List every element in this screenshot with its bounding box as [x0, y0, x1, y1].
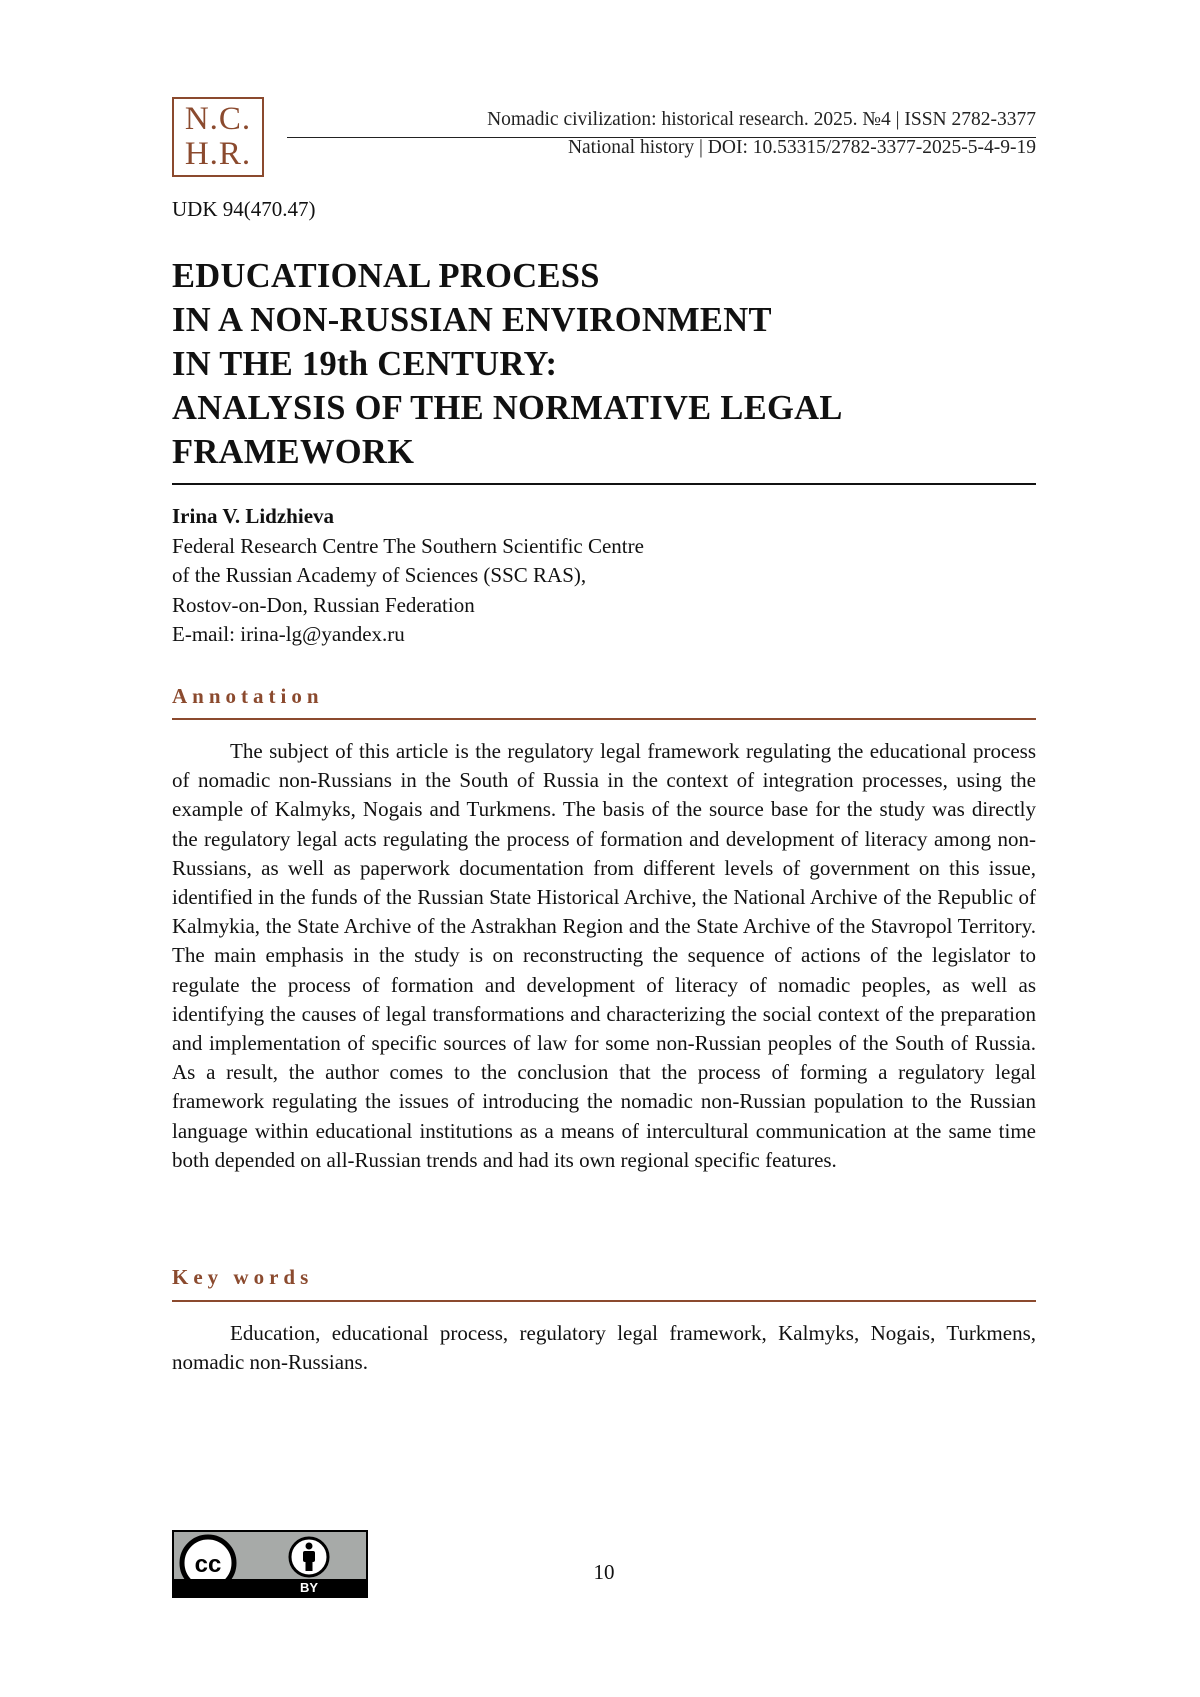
journal-logo — [172, 97, 264, 177]
section-doi-info: National history | DOI: 10.53315/2782-3377-2025-5-4-9-19 — [567, 137, 1036, 158]
cc-by-license-badge[interactable] — [172, 1530, 368, 1598]
title-line: IN THE 19th CENTURY: — [172, 345, 558, 383]
running-header — [487, 106, 1036, 162]
annotation-heading: Annotation — [172, 684, 324, 708]
badge-label-bar — [174, 1579, 366, 1596]
logo-line-1: N.C. — [184, 101, 252, 137]
journal-info: Nomadic civilization: historical research. 2025. №4 | ISSN 2782-3377 — [487, 109, 1036, 130]
article-title — [172, 254, 1036, 474]
author-affiliation: Federal Research Centre The Southern Scientific Centre — [172, 533, 644, 558]
author-location: Rostov-on-Don, Russian Federation — [172, 592, 475, 617]
title-line: ANALYSIS OF THE NORMATIVE LEGAL — [172, 389, 843, 427]
udk-code: UDK 94(470.47) — [172, 197, 316, 221]
license-by-label: BY — [299, 1580, 319, 1595]
keywords-heading: Key words — [172, 1265, 314, 1289]
logo-line-2: H.R. — [184, 136, 252, 172]
annotation-text: The subject of this article is the regulatory legal framework regulating the educational process of nomadic non-Russians in the South of Russia in the context of integration processes, using the example of Kalmyks, Nogais and Turkmens. The basis of the source base for the study was directly the regulatory legal acts regulating the process of formation and development of literacy among non-Russians, as well as paperwork documentation from different levels of government on this issue, identified in the funds of the Russian State Historical Archive, the National Archive of the Republic of Kalmykia, the State Archive of the Astrakhan Region and the State Archive of the Stavropol Territory. The main emphasis in the study is on reconstructing the sequence of actions of the legislator to regulate the process of formation and development of literacy of nomadic peoples, as well as identifying the causes of legal transformations and characterizing the social context of the preparation and implementation of specific sources of law for some non-Russian peoples of the South of Russia. As a result, the author comes to the conclusion that the process of forming a regulatory legal framework regulating the issues of introducing the nomadic non-Russian population to the Russian language within educational institutions as a means of intercultural communication at the same time both depended on all-Russian trends and had its own regional specific features. — [172, 739, 1036, 1172]
header-divider — [287, 137, 1036, 138]
title-line: FRAMEWORK — [172, 433, 415, 471]
keywords-divider — [172, 1300, 1036, 1302]
author-affiliation: of the Russian Academy of Sciences (SSC RAS), — [172, 563, 587, 587]
page-number: 10 — [593, 1560, 615, 1584]
annotation-divider — [172, 718, 1036, 720]
keywords-text: Education, educational process, regulatory legal framework, Kalmyks, Nogais, Turkmens, nomadic non-Russians. — [172, 1321, 1036, 1375]
svg-text:cc: cc — [194, 1551, 222, 1578]
author-email: E-mail: irina-lg@yandex.ru — [172, 622, 405, 646]
author-name: Irina V. Lidzhieva — [172, 504, 335, 528]
title-line: EDUCATIONAL PROCESS — [172, 257, 600, 295]
author-block — [172, 502, 644, 650]
title-line: IN A NON-RUSSIAN ENVIRONMENT — [172, 301, 772, 339]
title-divider — [172, 483, 1036, 485]
attribution-person-icon — [287, 1535, 331, 1579]
